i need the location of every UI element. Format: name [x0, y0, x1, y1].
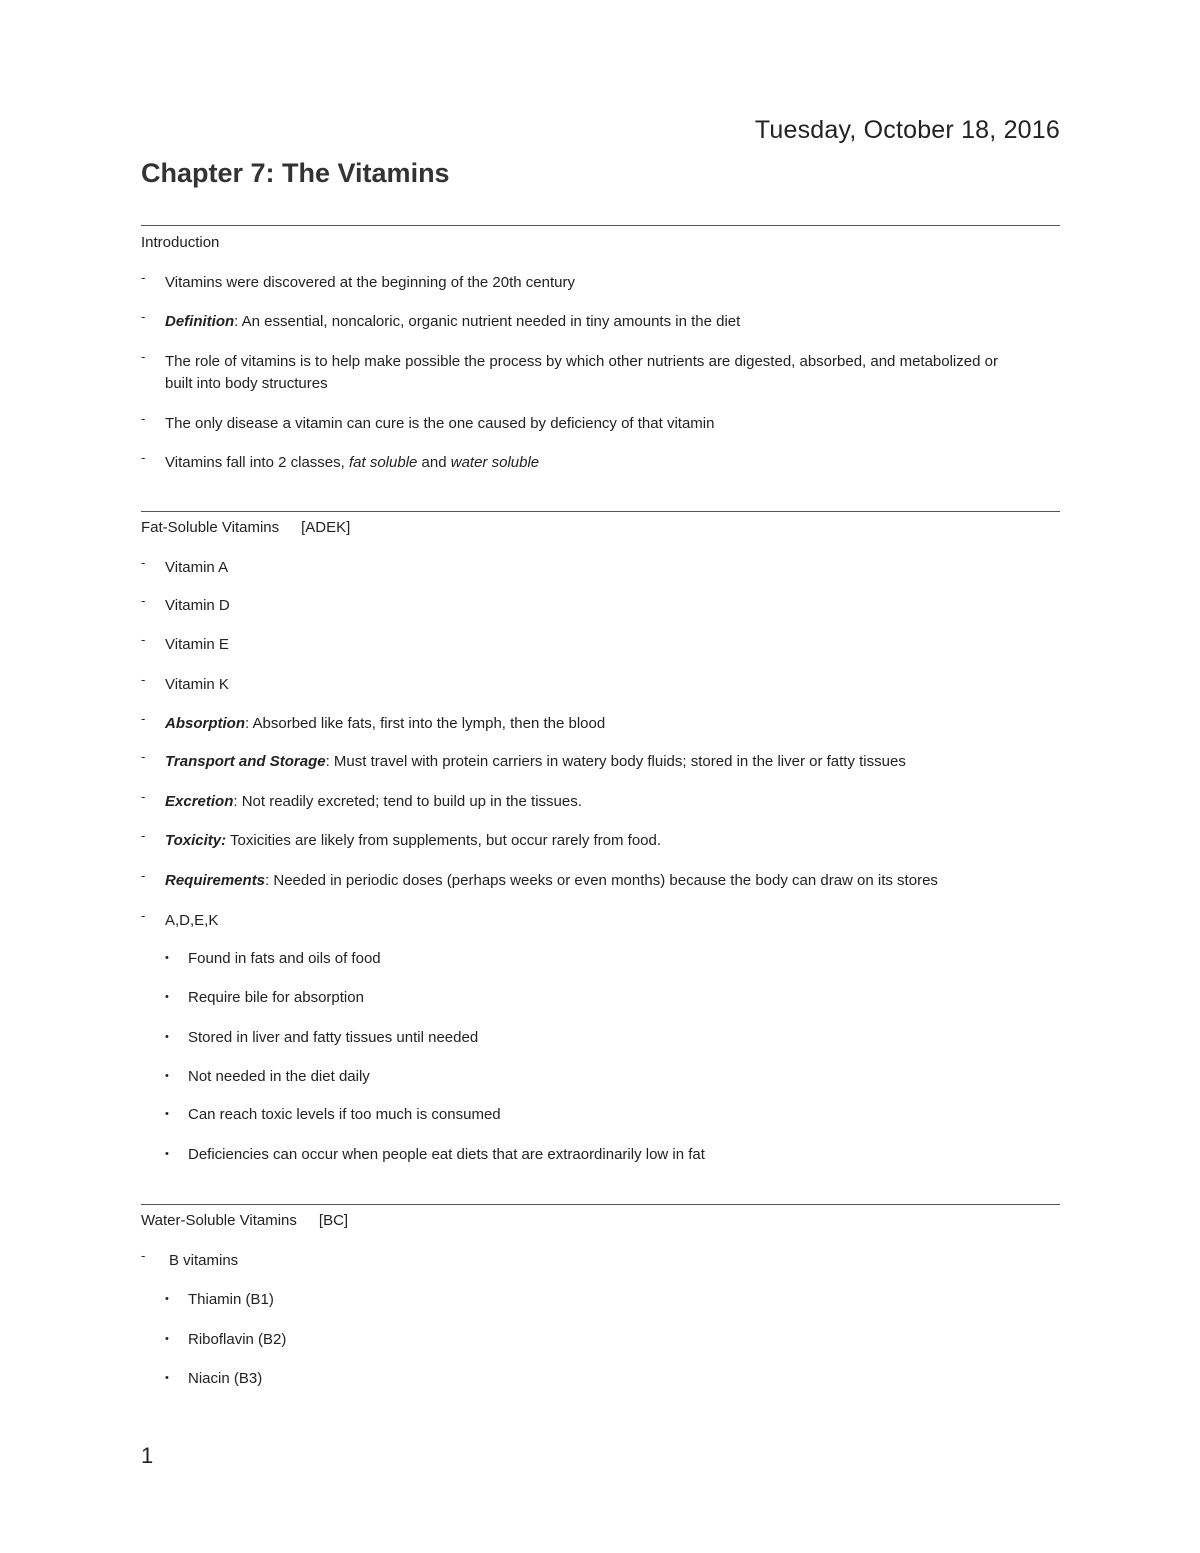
dash-marker: - — [141, 1248, 146, 1263]
section-tag: [BC] — [318, 1212, 349, 1229]
section-tag: [ADEK] — [301, 519, 351, 536]
dash-marker: - — [141, 711, 146, 726]
bullet-marker: • — [165, 952, 169, 964]
list-item: - Toxicity: Toxicities are likely from supplements, but occur rarely from food. — [141, 830, 1060, 852]
list-item: - Vitamins fall into 2 classes, fat soluble and water soluble — [141, 452, 1060, 474]
dash-marker: - — [141, 672, 146, 687]
dash-marker: - — [141, 789, 146, 804]
section-heading-water-soluble: Water-Soluble Vitamins [BC] — [141, 1212, 349, 1229]
dash-marker: - — [141, 868, 146, 883]
dash-marker: - — [141, 309, 146, 324]
list-item: - Absorption: Absorbed like fats, first into the lymph, then the blood — [141, 713, 1060, 735]
list-item: - Transport and Storage: Must travel with protein carriers in watery body fluids; stored in the liver or fatty tissues — [141, 751, 1060, 773]
document-date: Tuesday, October 18, 2016 — [754, 116, 1060, 144]
list-item: - Requirements: Needed in periodic doses (perhaps weeks or even months) because the body can draw on its stores — [141, 870, 1060, 892]
list-item: - Vitamin E — [141, 634, 1060, 656]
list-item: - Excretion: Not readily excreted; tend to build up in the tissues. — [141, 791, 1060, 813]
list-item: - The only disease a vitamin can cure is the one caused by deficiency of that vitamin — [141, 413, 1060, 435]
bullet-marker: • — [165, 1372, 169, 1384]
list-item: - Vitamin D — [141, 595, 1060, 617]
list-item: - Definition: An essential, noncaloric, organic nutrient needed in tiny amounts in the diet — [141, 311, 1060, 333]
list-item: - B vitamins — [141, 1250, 1060, 1272]
term-label: Requirements — [165, 872, 266, 889]
sub-list-item: • Not needed in the diet daily — [165, 1066, 1060, 1088]
bullet-marker: • — [165, 1333, 169, 1345]
dash-marker: - — [141, 632, 146, 647]
sub-list-item: • Stored in liver and fatty tissues until needed — [165, 1027, 1060, 1049]
term-label: Definition — [165, 313, 235, 330]
list-item: - A,D,E,K — [141, 910, 1060, 932]
sub-list-item: • Thiamin (B1) — [165, 1289, 1060, 1311]
sub-list-item: • Require bile for absorption — [165, 987, 1060, 1009]
bullet-marker: • — [165, 991, 169, 1003]
term-label: Absorption — [165, 715, 245, 732]
page-title: Chapter 7: The Vitamins — [141, 158, 450, 188]
sub-list-item: • Niacin (B3) — [165, 1368, 1060, 1390]
bullet-marker: • — [165, 1148, 169, 1160]
bullet-marker: • — [165, 1031, 169, 1043]
sub-list-item: • Can reach toxic levels if too much is consumed — [165, 1104, 1060, 1126]
term-label: Excretion — [165, 793, 234, 810]
dash-marker: - — [141, 411, 146, 426]
bullet-marker: • — [165, 1293, 169, 1305]
dash-marker: - — [141, 749, 146, 764]
dash-marker: - — [141, 450, 146, 465]
dash-marker: - — [141, 270, 146, 285]
dash-marker: - — [141, 828, 146, 843]
list-item: - The role of vitamins is to help make possible the process by which other nutrients are digested, absorbed, and metabolized or built into body structures — [141, 351, 1060, 395]
bullet-marker: • — [165, 1070, 169, 1082]
sub-list-item: • Found in fats and oils of food — [165, 948, 1060, 970]
page-number: 1 — [141, 1443, 154, 1468]
list-item: - Vitamin A — [141, 557, 1060, 579]
dash-marker: - — [141, 593, 146, 608]
term-label: Toxicity: — [165, 832, 227, 849]
list-item: - Vitamins were discovered at the beginning of the 20th century — [141, 272, 1060, 294]
section-heading-fat-soluble: Fat-Soluble Vitamins [ADEK] — [141, 519, 351, 536]
sub-list-item: • Deficiencies can occur when people eat diets that are extraordinarily low in fat — [165, 1144, 1060, 1166]
sub-list-item: • Riboflavin (B2) — [165, 1329, 1060, 1351]
section-divider — [141, 511, 1060, 512]
list-item: - Vitamin K — [141, 674, 1060, 696]
section-divider — [141, 1204, 1060, 1205]
dash-marker: - — [141, 349, 146, 364]
term-label: Transport and Storage — [165, 753, 326, 770]
section-divider — [141, 225, 1060, 226]
bullet-marker: • — [165, 1108, 169, 1120]
dash-marker: - — [141, 555, 146, 570]
dash-marker: - — [141, 908, 146, 923]
section-heading-introduction: Introduction — [141, 234, 220, 251]
